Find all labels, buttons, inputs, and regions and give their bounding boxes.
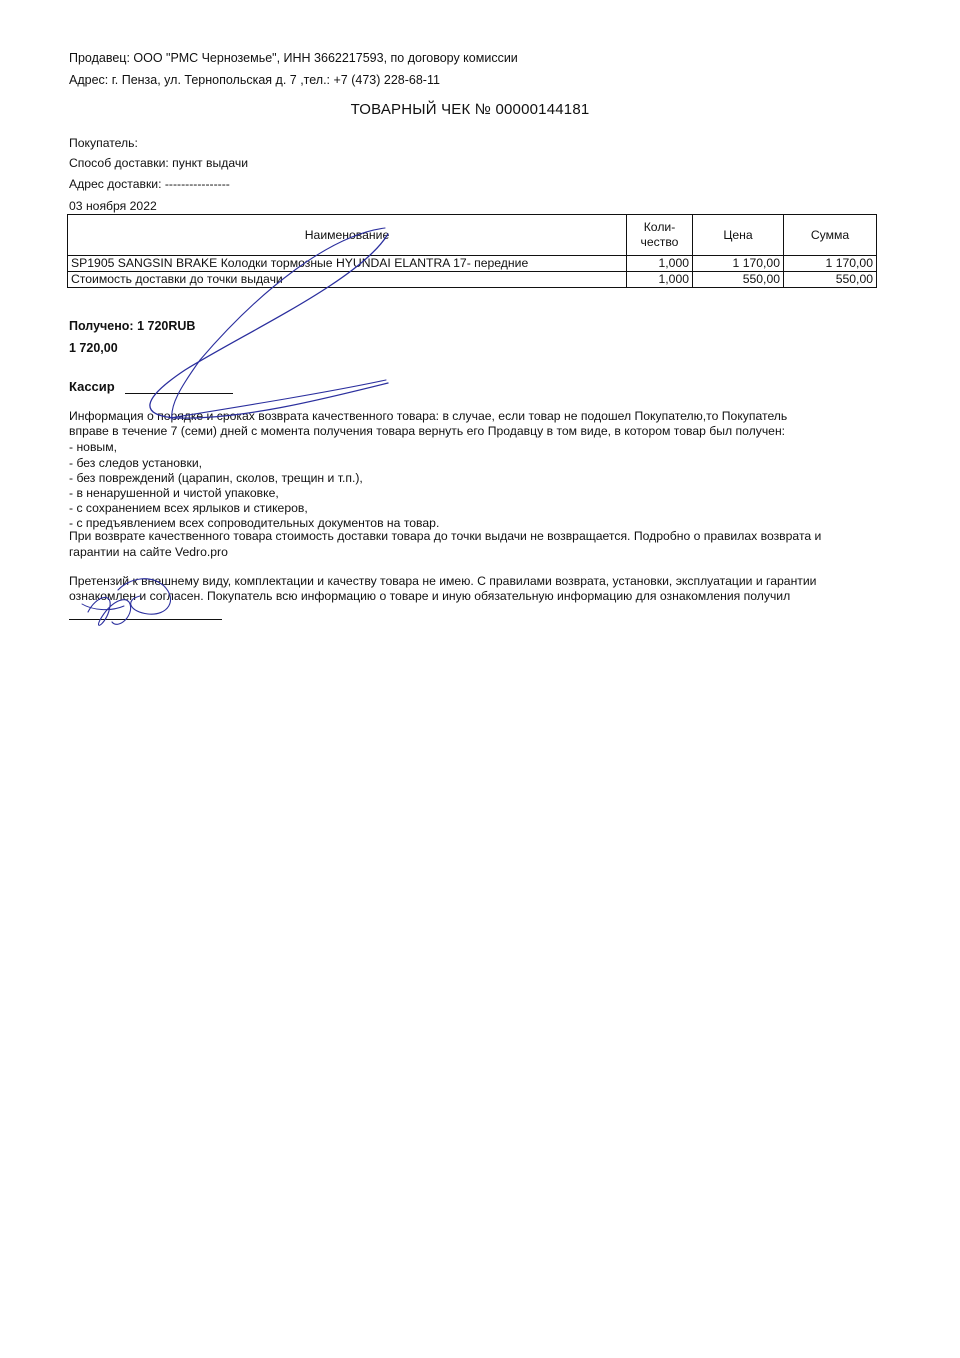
- item-qty: 1,000: [627, 272, 693, 288]
- return-info-line: - новым,: [69, 440, 117, 454]
- receipt-title: ТОВАРНЫЙ ЧЕК № 00000144181: [350, 101, 590, 118]
- item-price: 550,00: [693, 272, 784, 288]
- receipt-date: 03 ноября 2022: [69, 199, 157, 213]
- cashier-signature-line: [125, 393, 233, 394]
- item-sum: 1 170,00: [784, 256, 877, 272]
- table-header-row: [68, 215, 877, 256]
- return-info-line: - с предъявлением всех сопроводительных документов на товар.: [69, 516, 440, 530]
- item-sum: 550,00: [784, 272, 877, 288]
- return-info-line: - с сохранением всех ярлыков и стикеров,: [69, 501, 308, 515]
- header-name: Наименование: [68, 215, 627, 256]
- seller-address: Адрес: г. Пенза, ул. Тернопольская д. 7 ,тел.: +7 (473) 228-68-11: [69, 73, 440, 87]
- item-name: SP1905 SANGSIN BRAKE Колодки тормозные HYUNDAI ELANTRA 17- передние: [68, 256, 627, 272]
- return-info-line: - без повреждений (царапин, сколов, трещин и т.п.),: [69, 471, 363, 485]
- return-info-line: Информация о порядке и сроках возврата качественного товара: в случае, если товар не подошел Покупателю,то Покупатель: [69, 409, 788, 423]
- received-amount: Получено: 1 720RUB: [69, 319, 196, 333]
- item-name: Стоимость доставки до точки выдачи: [68, 272, 627, 288]
- header-qty: Коли-чество: [627, 215, 693, 256]
- buyer-signature-line: [69, 619, 222, 620]
- return-info-line: - в ненарушенной и чистой упаковке,: [69, 486, 279, 500]
- claims-line: Претензий к внешнему виду, комплектации и качеству товара не имею. С правилами возврата, установки, эксплуатации и гарантии: [69, 574, 817, 588]
- return-info-line: - без следов установки,: [69, 456, 203, 470]
- cashier-label: Кассир: [69, 379, 115, 394]
- item-price: 1 170,00: [693, 256, 784, 272]
- table-row: [68, 256, 877, 272]
- item-qty: 1,000: [627, 256, 693, 272]
- return-info-line: гарантии на сайте Vedro.pro: [69, 545, 228, 559]
- buyer-label: Покупатель:: [69, 136, 138, 150]
- claims-line: ознакомлен и согласен. Покупатель всю информацию о товаре и иную обязательную информацию для ознакомления получил: [69, 589, 791, 603]
- delivery-method: Способ доставки: пункт выдачи: [69, 156, 249, 170]
- items-table: [67, 214, 877, 288]
- header-price: Цена: [693, 215, 784, 256]
- table-row: [68, 272, 877, 288]
- return-info-line: При возврате качественного товара стоимость доставки товара до точки выдачи не возвращается. Подробно о правилах возврата и: [69, 529, 822, 543]
- return-info-line: вправе в течение 7 (семи) дней с момента получения товара вернуть его Продавцу в том виде, в котором товар был получен:: [69, 424, 786, 438]
- seller-info: Продавец: ООО "РМС Черноземье", ИНН 3662217593, по договору комиссии: [69, 51, 518, 65]
- header-sum: Сумма: [784, 215, 877, 256]
- total-amount: 1 720,00: [69, 341, 118, 355]
- delivery-address: Адрес доставки: ----------------: [69, 177, 230, 191]
